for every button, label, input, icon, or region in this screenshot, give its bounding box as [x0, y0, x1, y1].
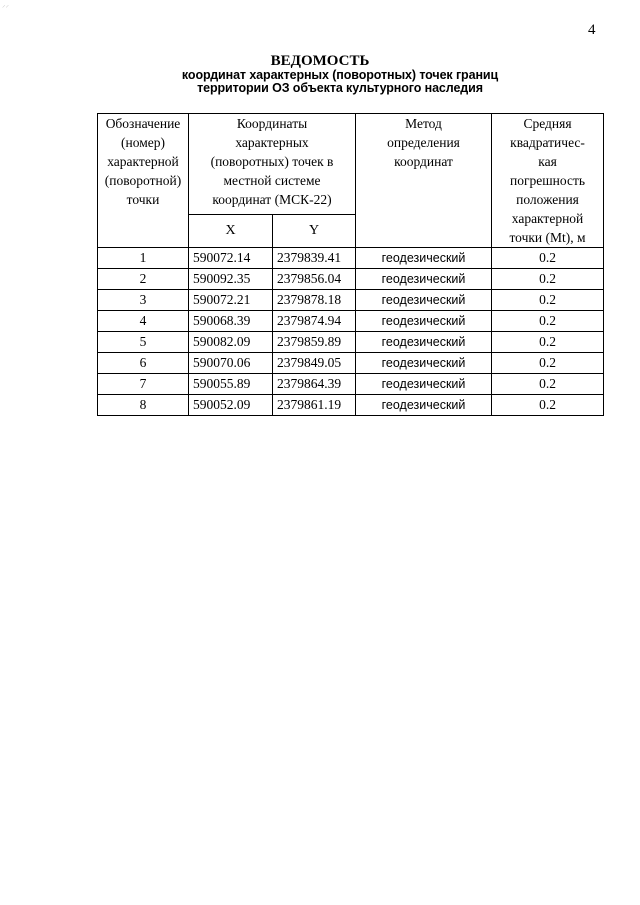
accuracy-cell: 0.2 [492, 353, 604, 374]
method-cell: геодезический [356, 353, 492, 374]
accuracy-cell: 0.2 [492, 248, 604, 269]
header-x: X [189, 215, 273, 248]
y-coordinate-cell: 2379856.04 [273, 269, 356, 290]
header-accuracy [492, 114, 604, 248]
accuracy-cell: 0.2 [492, 311, 604, 332]
coordinates-table [97, 113, 604, 416]
y-coordinate-cell: 2379859.89 [273, 332, 356, 353]
y-coordinate-cell: 2379864.39 [273, 374, 356, 395]
y-coordinate-cell: 2379849.05 [273, 353, 356, 374]
table-row [98, 248, 604, 269]
table-row [98, 374, 604, 395]
table-row [98, 353, 604, 374]
x-coordinate-cell: 590068.39 [189, 311, 273, 332]
point-number-cell: 7 [98, 374, 189, 395]
point-number-cell: 5 [98, 332, 189, 353]
table-row [98, 311, 604, 332]
header-text: положения [516, 192, 579, 207]
header-text: (номер) [121, 135, 165, 150]
accuracy-cell: 0.2 [492, 290, 604, 311]
header-text: характерной [511, 211, 584, 226]
header-text: (поворотных) точек в [210, 154, 334, 169]
method-cell: геодезический [356, 311, 492, 332]
header-text: точки (Mt), м [509, 230, 586, 245]
header-text: местной системе [223, 173, 321, 188]
document-subtitle-line-1: координат характерных (поворотных) точек границ [181, 68, 499, 82]
point-number-cell: 8 [98, 395, 189, 416]
table-header-row [98, 114, 604, 215]
header-method [356, 114, 492, 248]
accuracy-cell: 0.2 [492, 374, 604, 395]
header-text: координат (МСК-22) [212, 192, 332, 207]
header-text: характерной [107, 154, 179, 169]
header-text: Метод [405, 116, 442, 131]
method-cell: геодезический [356, 248, 492, 269]
header-text: определения [387, 135, 460, 150]
y-coordinate-cell: 2379861.19 [273, 395, 356, 416]
header-y: Y [273, 215, 356, 248]
accuracy-cell: 0.2 [492, 395, 604, 416]
table-row [98, 332, 604, 353]
accuracy-cell: 0.2 [492, 269, 604, 290]
header-text: Обозначение [105, 116, 181, 131]
y-coordinate-cell: 2379874.94 [273, 311, 356, 332]
x-coordinate-cell: 590072.21 [189, 290, 273, 311]
page-number: 4 [588, 22, 596, 38]
document-title: ВЕДОМОСТЬ [270, 53, 370, 69]
point-number-cell: 4 [98, 311, 189, 332]
method-cell: геодезический [356, 395, 492, 416]
header-text: (поворотной) [104, 173, 182, 188]
x-coordinate-cell: 590055.89 [189, 374, 273, 395]
header-text: Средняя [523, 116, 572, 131]
y-coordinate-cell: 2379839.41 [273, 248, 356, 269]
point-number-cell: 6 [98, 353, 189, 374]
table-row [98, 290, 604, 311]
x-coordinate-cell: 590082.09 [189, 332, 273, 353]
point-number-cell: 1 [98, 248, 189, 269]
header-text: характерных [235, 135, 309, 150]
header-coordinates [189, 114, 356, 215]
x-coordinate-cell: 590092.35 [189, 269, 273, 290]
x-coordinate-cell: 590070.06 [189, 353, 273, 374]
scan-artifact-mark: ⸝⸝ [2, 1, 9, 9]
x-coordinate-cell: 590052.09 [189, 395, 273, 416]
header-text: погрешность [510, 173, 586, 188]
header-text: квадратичес- [510, 135, 585, 150]
point-number-cell: 2 [98, 269, 189, 290]
header-point-designation [98, 114, 189, 248]
x-coordinate-cell: 590072.14 [189, 248, 273, 269]
table-row [98, 269, 604, 290]
document-subtitle-line-2: территории ОЗ объекта культурного наследия [197, 81, 483, 95]
method-cell: геодезический [356, 290, 492, 311]
header-text: координат [394, 154, 453, 169]
table-row [98, 395, 604, 416]
header-text: точки [126, 192, 160, 207]
method-cell: геодезический [356, 374, 492, 395]
header-text: кая [538, 154, 557, 169]
accuracy-cell: 0.2 [492, 332, 604, 353]
header-text: Координаты [236, 116, 308, 131]
method-cell: геодезический [356, 332, 492, 353]
y-coordinate-cell: 2379878.18 [273, 290, 356, 311]
method-cell: геодезический [356, 269, 492, 290]
point-number-cell: 3 [98, 290, 189, 311]
